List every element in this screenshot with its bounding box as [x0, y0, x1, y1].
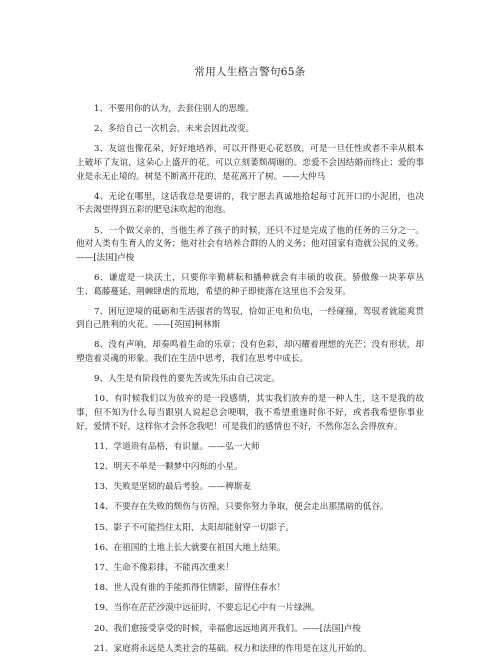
quote-item: 4、无论在哪里，这话我总是要讲的，我宁愿去真诚地拾起每寸瓦开口的小泥团，也决不去渴望得到五彩的肥皂沫吹起的泡泡。	[76, 191, 424, 216]
quote-item: 12、明天不单是一颗梦中闪烁的小星。	[94, 462, 243, 472]
quote-item: 18、世人没有谁的手能抓得住情影，留得住春水！	[94, 583, 286, 594]
quote-item: 16、在祖国的土地上长大就要在祖国大地上结果。	[94, 542, 286, 553]
quote-item: 15、影子不可能挡住太阳，太阳却能射穿一切影子。	[94, 522, 294, 533]
quote-item: 10、有时候我们以为放弃的是一段感情，其实我们放弃的是一种人生，这不是我的故事，但不知为什么每当跟别人说起总会哽咽，我不希望重逢时你不好，或者我希望你事业好，爱情不好，这样你才会怀念我吧！可是我们的感情也不好，不然你怎么会得放弃。	[76, 394, 424, 432]
quote-item: 6、谦虚是一块沃土，只要你辛勤耕耘和播种就会有丰硕的收获。骄傲像一块茅草丛生、葛藤蔓延、荆棘肆虐的荒地，希望的种子即使落在这里也不会发芽。	[76, 272, 424, 297]
quote-item: 17、生命不像彩排，不能再次重来！	[94, 562, 234, 573]
quote-list	[76, 103, 424, 656]
quote-item: 8、没有声响，却奏鸣着生命的乐章；没有色彩，却闪耀着理想的光芒；没有形状，却塑造着灵魂的形象。我们在生活中思考，我们在思考中成长。	[76, 340, 424, 365]
quote-item: 14、不要存在失败的颓伤与彷徨，只要你努力争取，便会走出那黑暗的低谷。	[94, 502, 389, 513]
quote-item: 11、学道贵有品格，有识量。——弘一大师	[94, 441, 260, 452]
quote-item: 2、多给自己一次机会，未来会因此改变。	[94, 124, 255, 135]
quote-item: 3、友谊也像花朵，好好地培养，可以开得更心花怒放，可是一旦任性或者不幸从根本上破坏了友谊，这朵心上盛开的花，可以立刻萎颓凋谢的。恋爱不会因结婚而终止；爱的事业是永无止境的。树是不断离开花的，是花离开了树。——大仲马	[76, 144, 424, 182]
quote-item: 9、人生是有阶段性的要先苦或先乐由自己决定。	[94, 374, 280, 385]
page-title: 常用人生格言警句65条	[194, 66, 306, 78]
quote-item: 7、困厄逆境的砥砺和生活强者的驾驭，恰如正电和负电，一经碰撞，驾驭者就能爽贯到自己胜利的火花。——[英国]柯林斯	[76, 306, 424, 331]
quote-item: 21、家庭将永远是人类社会的基础。权力和法律的作用是在这儿开始的。	[94, 643, 372, 654]
quote-item: 1、不要用你的认为，去套住别人的思维。	[94, 104, 255, 114]
quote-item: 20、我们愈接受享受的时候，幸福愈远远地离开我们。——[法国]卢梭	[94, 623, 361, 634]
quote-item: 5、一个做父亲的，当他生养了孩子的时候，还只不过是完成了他的任务的三分之一。他对人类有生育人的义务；他对社会有培养合群的人的义务；他对国家有造就公民的义务。——[法国]卢梭	[76, 225, 424, 263]
quote-item: 13、失败是坚韧的最后考验。——稗斯麦	[94, 482, 252, 493]
quote-item: 19、当你在茫茫沙漠中远征时，不要忘记心中有一片绿洲。	[94, 603, 320, 614]
